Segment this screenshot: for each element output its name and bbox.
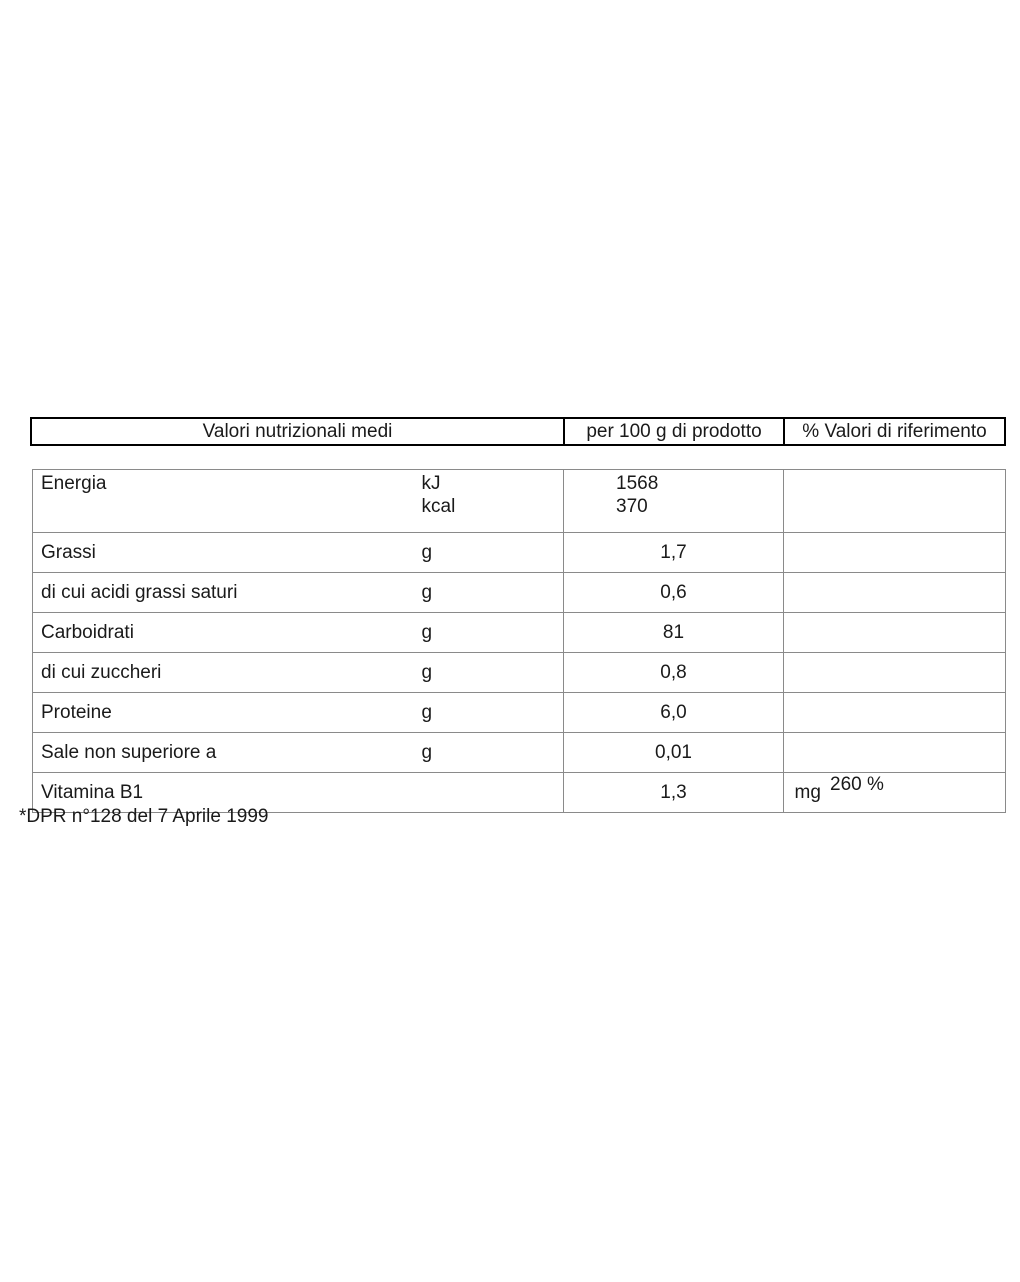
row-value: 0,6 [564,573,784,613]
row-unit: g [413,693,564,733]
row-unit [413,470,564,533]
row-unit: mg [413,773,564,813]
row-ref [784,573,1006,613]
header-per-100g: per 100 g di prodotto [565,419,785,444]
row-name: Energia [33,470,413,533]
row-value: 6,0 [564,693,784,733]
footnote: *DPR n°128 del 7 Aprile 1999 [19,806,269,827]
row-unit: g [413,613,564,653]
row-ref [784,653,1006,693]
unit-kj: kJ [421,473,441,494]
row-name: Grassi [33,533,413,573]
header-nutrients: Valori nutrizionali medi [32,419,565,444]
row-value [564,470,784,533]
value-kj: 1568 [616,473,659,494]
row-ref [784,470,1006,533]
table-row [33,653,1006,693]
row-unit: g [413,573,564,613]
row-name: Vitamina B1 [33,773,413,813]
table-header [30,417,1006,446]
row-value: 0,8 [564,653,784,693]
row-ref [784,533,1006,573]
row-ref [784,693,1006,733]
row-value: 1,7 [564,533,784,573]
row-unit: g [413,653,564,693]
row-ref [784,733,1006,773]
nutrition-table [32,469,1006,813]
header-reference: % Valori di riferimento [802,420,987,442]
row-unit: g [413,533,564,573]
table-row [33,533,1006,573]
table-row-energy [33,470,1006,533]
row-name: Proteine [33,693,413,733]
row-ref: 260 % [784,773,1006,813]
row-ref [784,613,1006,653]
row-value: 1,3 [564,773,784,813]
row-name: di cui zuccheri [33,653,413,693]
table-row [33,613,1006,653]
row-name: Sale non superiore a [33,733,413,773]
row-value: 0,01 [564,733,784,773]
row-value: 81 [564,613,784,653]
unit-kcal: kcal [421,496,456,517]
row-name: Carboidrati [33,613,413,653]
table-row [33,733,1006,773]
row-unit: g [413,733,564,773]
table-row [33,573,1006,613]
value-kcal: 370 [616,496,648,517]
table-row [33,693,1006,733]
row-name: di cui acidi grassi saturi [33,573,413,613]
